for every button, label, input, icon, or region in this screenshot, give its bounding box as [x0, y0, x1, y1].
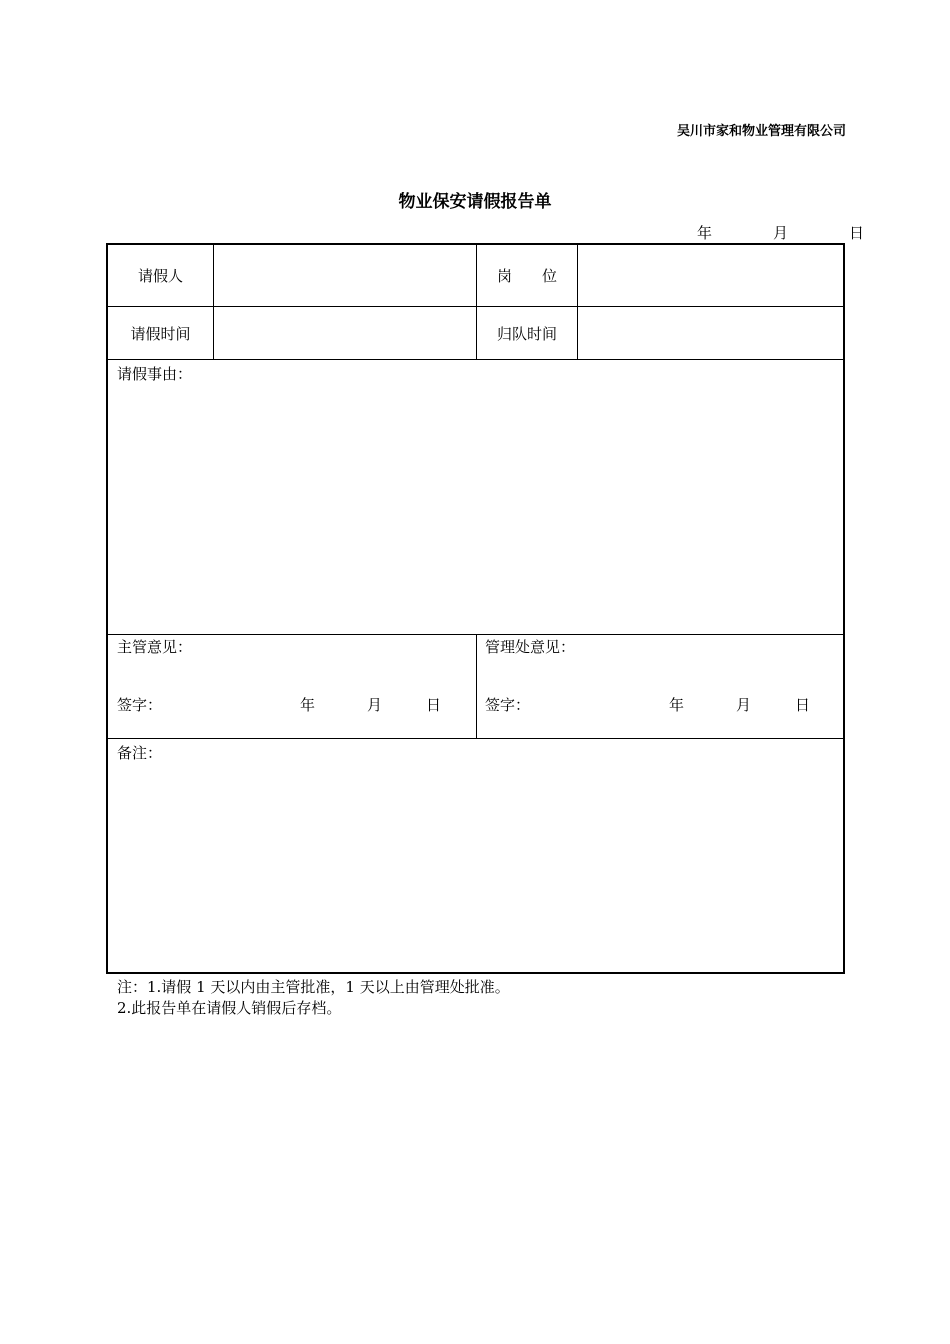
return-time-label: 归队时间 — [496, 324, 557, 343]
supervisor-day-label: 日 — [426, 696, 442, 714]
date-month-label: 月 — [773, 224, 789, 242]
leave-time-label: 请假时间 — [130, 324, 191, 343]
column-divider — [213, 245, 214, 360]
leave-form-table — [106, 243, 845, 974]
supervisor-opinion-label: 主管意见： — [117, 638, 193, 656]
reason-label: 请假事由： — [117, 365, 193, 383]
column-divider — [577, 245, 578, 360]
supervisor-month-label: 月 — [367, 696, 383, 714]
applicant-label: 请假人 — [137, 267, 183, 285]
management-year-label: 年 — [669, 696, 685, 714]
supervisor-signature-label: 签字： — [117, 696, 163, 714]
remarks-label: 备注： — [117, 744, 163, 762]
management-opinion-label: 管理处意见： — [485, 638, 576, 656]
supervisor-year-label: 年 — [300, 696, 316, 714]
form-title: 物业保安请假报告单 — [398, 192, 552, 212]
column-divider — [476, 634, 477, 739]
footnote-1: 注：1.请假 1 天以内由主管批准，1 天以上由管理处批准。 — [117, 978, 510, 996]
date-day-label: 日 — [849, 224, 865, 242]
management-day-label: 日 — [795, 696, 811, 714]
date-year-label: 年 — [697, 224, 713, 242]
position-label: 岗 位 — [496, 267, 557, 285]
footnote-2: 2.此报告单在请假人销假后存档。 — [117, 999, 342, 1017]
company-name: 吴川市家和物业管理有限公司 — [676, 124, 846, 139]
management-month-label: 月 — [736, 696, 752, 714]
form-date — [697, 222, 867, 242]
management-signature-label: 签字： — [485, 696, 531, 714]
